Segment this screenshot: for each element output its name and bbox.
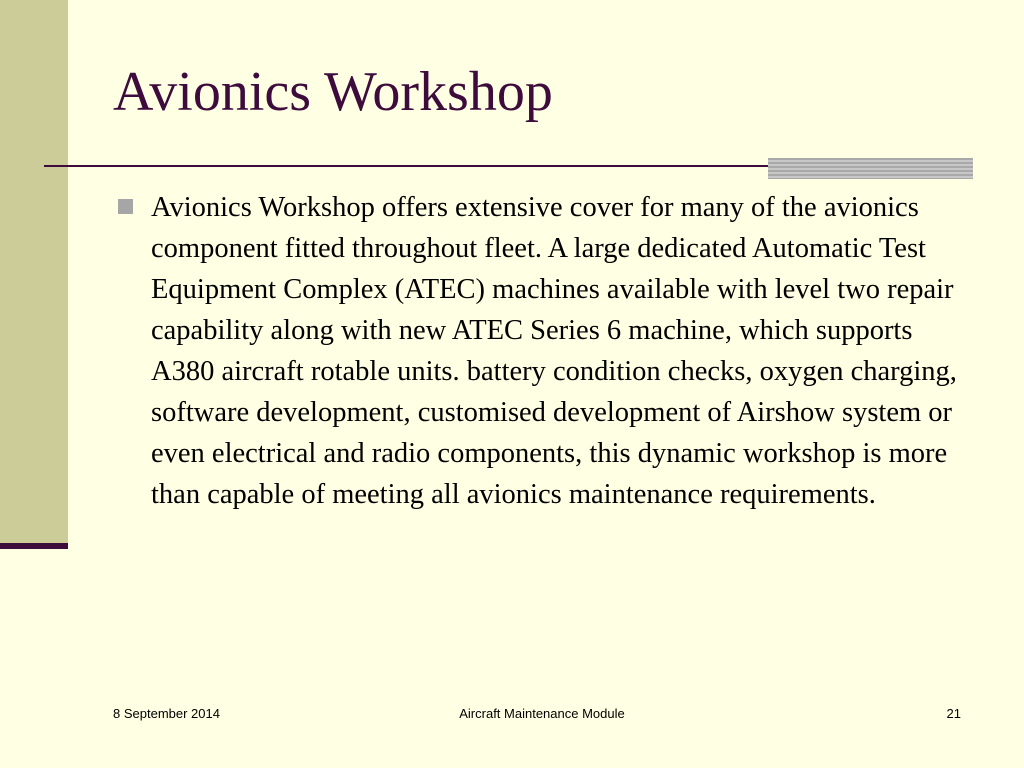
- slide-number: 21: [946, 706, 961, 721]
- footer-date: 8 September 2014: [113, 706, 220, 721]
- left-decorative-band: [0, 0, 68, 544]
- left-band-divider: [0, 543, 68, 549]
- bullet-text: Avionics Workshop offers extensive cover for many of the avionics component fitted throughout fleet. A large dedicated Automatic Test Equipment Complex (ATEC) machines available with level two repair capability along with new ATEC Series 6 machine, which supports A380 aircraft rotable units. battery condition checks, oxygen charging, software development, customised development of Airshow system or even electrical and radio components, this dynamic workshop is more than capable of meeting all avionics maintenance requirements.: [151, 192, 957, 510]
- bullet-item: [113, 187, 973, 515]
- footer-module-name: Aircraft Maintenance Module: [459, 706, 625, 721]
- bullet-list: [113, 187, 973, 515]
- square-bullet-icon: [118, 199, 133, 214]
- slide-title: Avionics Workshop: [113, 61, 553, 123]
- accent-stripe-bar: [768, 158, 973, 179]
